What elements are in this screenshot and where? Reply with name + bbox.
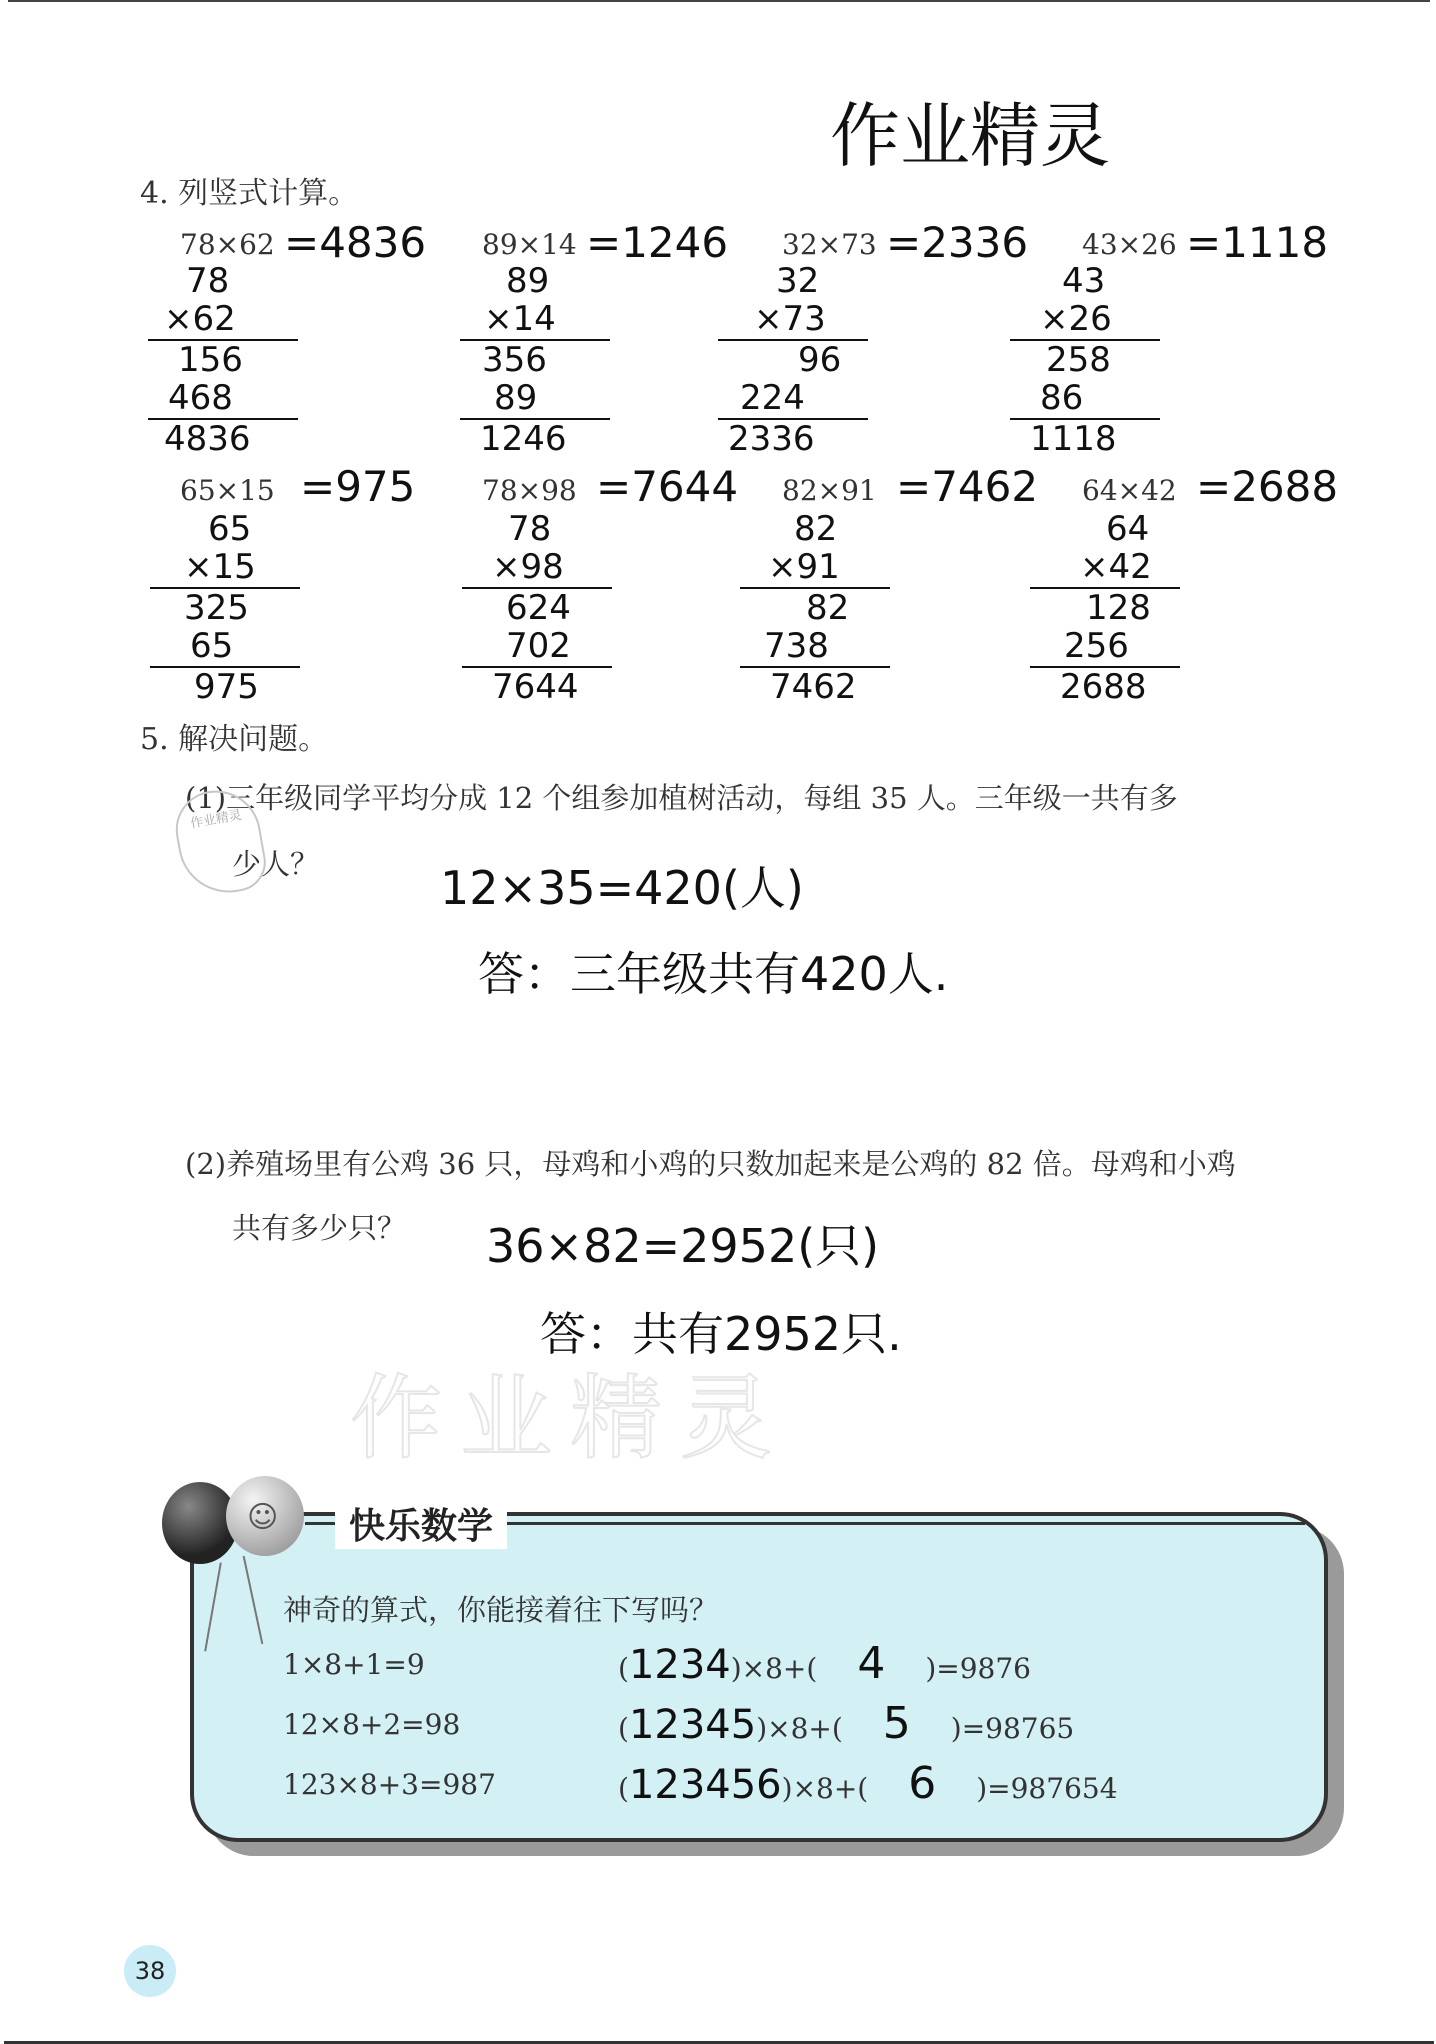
vertical-calc-6 — [462, 510, 612, 706]
problem-5-answer: =975 — [300, 462, 416, 511]
fill-in-answer: 12345 — [628, 1702, 757, 1748]
equation-middle: )×8+( — [756, 1712, 843, 1745]
problem-4-answer: =1118 — [1186, 218, 1329, 267]
calc-line: 64 — [1106, 509, 1150, 549]
vertical-calc-8 — [1030, 510, 1180, 706]
q2-work: 36×82=2952(只) — [486, 1219, 880, 1273]
calc-line: 89 — [506, 261, 550, 301]
equation-left-2: 12×8+2=98 — [283, 1708, 461, 1741]
calc-line: 86 — [1040, 378, 1084, 418]
calc-line: 128 — [1086, 588, 1151, 628]
calc-line: ×62 — [164, 299, 236, 339]
calc-line: 82 — [794, 509, 838, 549]
calc-line: 89 — [494, 378, 538, 418]
calc-line: 96 — [798, 340, 842, 380]
problem-7-answer: =7462 — [896, 462, 1039, 511]
vertical-calc-4 — [1010, 262, 1160, 458]
problem-1-expr: 78×62 — [180, 228, 275, 261]
problem-6-expr: 78×98 — [482, 474, 577, 507]
calc-line: ×73 — [754, 299, 826, 339]
fill-in-answer: 4 — [857, 1638, 886, 1689]
smiley-face-icon: ☺ — [247, 1500, 279, 1535]
calc-line: 2336 — [728, 419, 815, 459]
paren: ( — [618, 1772, 629, 1805]
problem-5-expr: 65×15 — [180, 474, 275, 507]
calc-line: 156 — [178, 340, 243, 380]
q2-text-line1: (2)养殖场里有公鸡 36 只，母鸡和小鸡的只数加起来是公鸡的 82 倍。母鸡和小鸡 — [185, 1147, 1236, 1181]
equation-result: )=98765 — [950, 1712, 1075, 1745]
problem-8-expr: 64×42 — [1082, 474, 1177, 507]
equation-left-3: 123×8+3=987 — [283, 1768, 496, 1801]
problem-3-answer: =2336 — [886, 218, 1029, 267]
calc-line: 65 — [208, 509, 252, 549]
page-number: 38 — [124, 1945, 176, 1997]
paren: ( — [618, 1712, 629, 1745]
equation-result: )=987654 — [976, 1772, 1118, 1805]
section5-heading: 5. 解决问题。 — [140, 722, 329, 757]
calc-line: 468 — [168, 378, 233, 418]
problem-8-answer: =2688 — [1196, 462, 1339, 511]
equation-left-1: 1×8+1=9 — [283, 1648, 425, 1681]
equation-middle: )×8+( — [730, 1652, 818, 1685]
problem-1-answer: =4836 — [284, 218, 427, 267]
equation-right-2 — [618, 1698, 1074, 1749]
equation-right-3 — [618, 1758, 1118, 1809]
section4-heading: 4. 列竖式计算。 — [140, 176, 359, 211]
page-top-edge — [8, 0, 1430, 2]
problem-7-expr: 82×91 — [782, 474, 877, 507]
calc-line: 43 — [1062, 261, 1106, 301]
calc-line: 738 — [764, 626, 829, 666]
calc-line: 325 — [184, 588, 249, 628]
equation-middle: )×8+( — [781, 1772, 869, 1805]
watermark: 作业精灵 — [350, 1365, 791, 1472]
problem-6-answer: =7644 — [596, 462, 739, 511]
happy-math-title: 快乐数学 — [335, 1498, 507, 1549]
fill-in-answer: 1234 — [628, 1642, 731, 1688]
calc-line: 1118 — [1030, 419, 1117, 459]
vertical-calc-3 — [718, 262, 868, 458]
problem-4-expr: 43×26 — [1082, 228, 1177, 261]
calc-line: 2688 — [1060, 667, 1147, 707]
calc-line: ×15 — [184, 547, 256, 587]
homework-stamp: 作业精灵 — [170, 783, 271, 900]
calc-line: 702 — [506, 626, 571, 666]
fill-in-answer: 123456 — [628, 1762, 782, 1808]
vertical-calc-5 — [150, 510, 300, 706]
equation-result: )=9876 — [925, 1652, 1031, 1685]
calc-line: 65 — [190, 626, 234, 666]
calc-line: 624 — [506, 588, 571, 628]
q1-text-line1: (1)三年级同学平均分成 12 个组参加植树活动，每组 35 人。三年级一共有多 — [185, 781, 1178, 815]
calc-line: 4836 — [164, 419, 251, 459]
calc-line: 78 — [186, 261, 230, 301]
calc-line: 7462 — [770, 667, 857, 707]
calc-line: 32 — [776, 261, 820, 301]
problem-2-expr: 89×14 — [482, 228, 577, 261]
q1-text-line2: 少人？ — [232, 847, 320, 881]
calc-line: ×14 — [484, 299, 556, 339]
header-handwriting: 作业精灵 — [830, 95, 1110, 177]
vertical-calc-2 — [460, 262, 610, 458]
calc-line: 1246 — [480, 419, 567, 459]
equation-right-1 — [618, 1638, 1031, 1689]
calc-line: 7644 — [492, 667, 579, 707]
calc-line: 256 — [1064, 626, 1129, 666]
paren: ( — [618, 1652, 629, 1685]
calc-line: 356 — [482, 340, 547, 380]
vertical-calc-7 — [740, 510, 890, 706]
calc-line: 258 — [1046, 340, 1111, 380]
q2-answer: 答：共有2952只. — [540, 1307, 902, 1361]
calc-line: ×98 — [492, 547, 564, 587]
q2-text-line2: 共有多少只？ — [232, 1211, 407, 1245]
calc-line: ×26 — [1040, 299, 1112, 339]
problem-3-expr: 32×73 — [782, 228, 877, 261]
q1-answer: 答：三年级共有420人. — [478, 947, 949, 1001]
fill-in-answer: 6 — [908, 1758, 937, 1809]
calc-line: 78 — [508, 509, 552, 549]
q1-work: 12×35=420(人) — [440, 861, 804, 915]
calc-line: 975 — [194, 667, 259, 707]
happy-math-prompt: 神奇的算式，你能接着往下写吗？ — [283, 1593, 719, 1627]
calc-line: ×42 — [1080, 547, 1152, 587]
calc-line: 224 — [740, 378, 805, 418]
fill-in-answer: 5 — [882, 1698, 911, 1749]
vertical-calc-1 — [148, 262, 298, 458]
calc-line: ×91 — [768, 547, 840, 587]
problem-2-answer: =1246 — [586, 218, 729, 267]
calc-line: 82 — [806, 588, 850, 628]
